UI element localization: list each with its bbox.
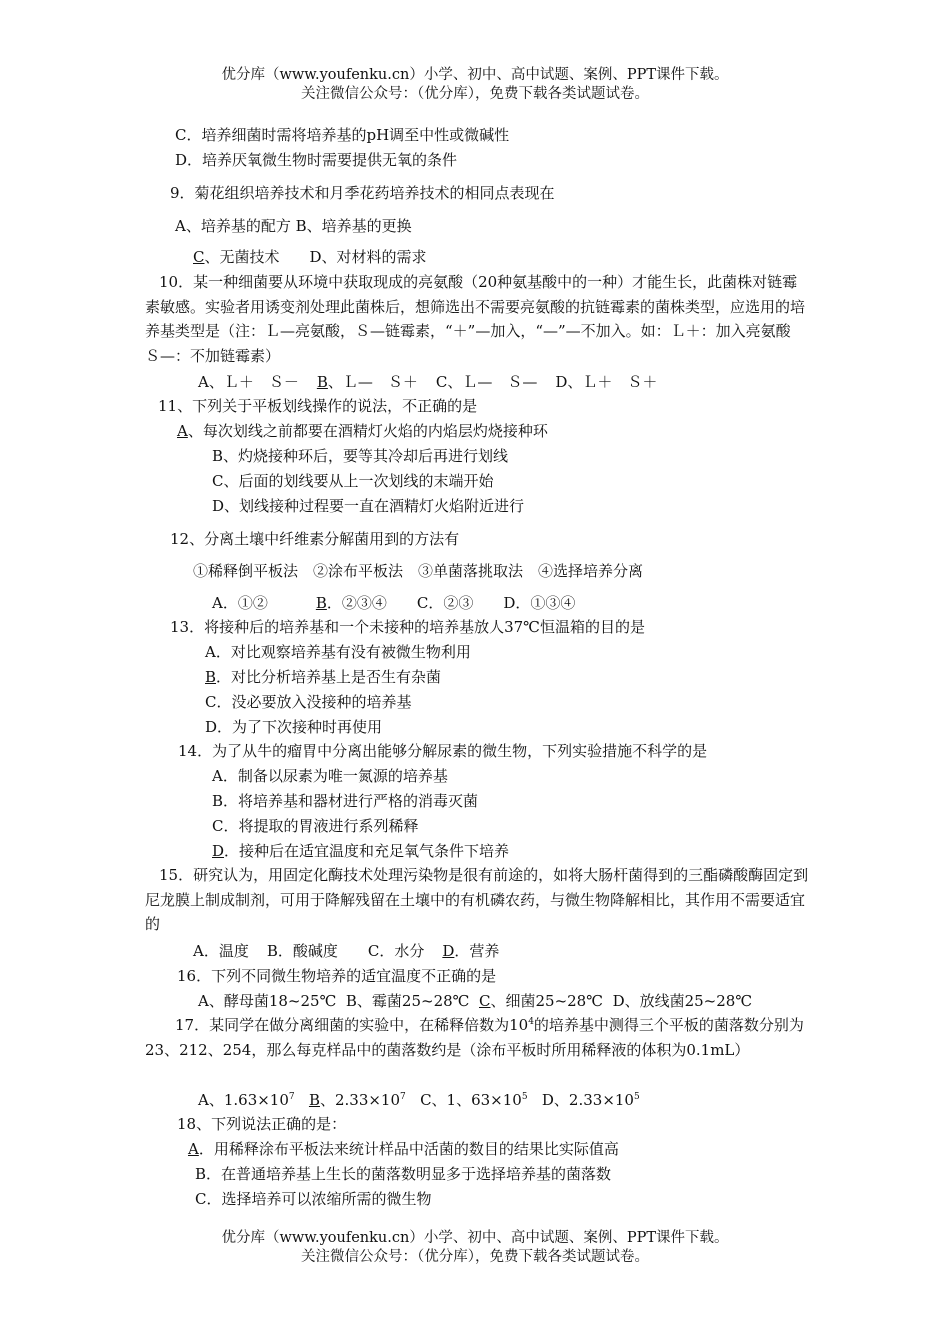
q15-answer-d-letter: D (442, 942, 455, 960)
q11-option-a-text: 、每次划线之前都要在酒精灯火焰的内焰层灼烧接种环 (187, 422, 548, 440)
q13-option-b (205, 666, 441, 688)
q14-stem: 14．为了从牛的瘤胃中分离出能够分解尿素的微生物，下列实验措施不科学的是 (178, 742, 708, 760)
q18-option-c: C．选择培养可以浓缩所需的微生物 (195, 1190, 432, 1208)
q14-option-d (212, 840, 509, 862)
q10-option-b: 、Ｌ— Ｓ＋ (327, 373, 418, 391)
q8-option-c: C．培养细菌时需将培养基的pH调至中性或微碱性 (175, 126, 510, 144)
q10-answer-b-letter: B (316, 373, 328, 391)
header-line-1: 优分库（www.youfenku.cn）小学、初中、高中试题、案例、PPT课件下载。 (221, 67, 729, 83)
q12-option-c: C．②③ (416, 594, 474, 612)
q11-option-b: B、灼烧接种环后，要等其冷却后再进行划线 (212, 447, 509, 465)
header-line-2: 关注微信公众号：（优分库），免费下载各类试题试卷。 (301, 86, 649, 102)
q16-option-a: A、酵母菌18~25℃ (198, 992, 337, 1010)
q16-stem: 16．下列不同微生物培养的适宜温度不正确的是 (177, 967, 497, 985)
q12-option-a: A．①② (212, 594, 268, 612)
q13-option-c: C．没必要放入没接种的培养基 (205, 693, 412, 711)
q10-stem: 10．某一种细菌要从环境中获取现成的亮氨酸（20种氨基酸中的一种）才能生长，此菌株对链霉素敏感。实验者用诱变剂处理此菌株后，想筛选出不需要亮氨酸的抗链霉素的菌株类型，应选用的培养基类型是（注：Ｌ—亮氨酸，Ｓ—链霉素，“＋”—加入，“—”—不加入。如：Ｌ＋：加入亮氨酸 Ｓ—：不加链霉素） (145, 273, 821, 365)
q12-methods: ①稀释倒平板法 ②涂布平板法 ③单菌落挑取法 ④选择培养分离 (193, 562, 644, 580)
q11-option-c: C、后面的划线要从上一次划线的末端开始 (212, 472, 494, 490)
q9-options-ab: A、培养基的配方 B、培养基的更换 (175, 217, 412, 235)
q16-answer-c-letter: C (479, 992, 491, 1010)
q16-option-c: 、细菌25~28℃ (490, 992, 604, 1010)
q17-stem-part1: 17．某同学在做分离细菌的实验中，在稀释倍数为10 (175, 1016, 529, 1034)
q12-options (212, 592, 575, 614)
q15-options (193, 940, 499, 962)
q17-options (198, 1089, 640, 1111)
q15-option-b: B．酸碱度 (266, 942, 338, 960)
q10-options (198, 371, 657, 393)
page-header (0, 66, 950, 104)
q17-option-a: A、1.63×10 (198, 1091, 289, 1109)
q11-option-a (177, 420, 548, 442)
q13-option-d: D．为了下次接种时再使用 (205, 718, 383, 736)
q17-answer-b-letter: B (308, 1091, 320, 1109)
q11-answer-a-letter: A (177, 422, 188, 440)
q8-option-d: D．培养厌氧微生物时需要提供无氧的条件 (175, 151, 458, 169)
q18-answer-a-letter: A (188, 1140, 199, 1158)
q9-options-cd (193, 246, 427, 268)
q13-answer-b-letter: B (205, 668, 217, 686)
q16-option-b: B、霉菌25~28℃ (345, 992, 470, 1010)
q18-option-b: B．在普通培养基上生长的菌落数明显多于选择培养基的菌落数 (195, 1165, 612, 1183)
q16-options (198, 990, 752, 1012)
q17-option-a-exp: 7 (288, 1092, 295, 1102)
q17-option-d-exp: 5 (633, 1092, 640, 1102)
q9-stem: 9．菊花组织培养技术和月季花药培养技术的相同点表现在 (170, 184, 555, 202)
page-footer (0, 1229, 950, 1267)
q14-option-b: B．将培养基和器材进行严格的消毒灭菌 (212, 792, 479, 810)
q10-option-d: D、Ｌ＋ Ｓ＋ (555, 373, 658, 391)
footer-line-1: 优分库（www.youfenku.cn）小学、初中、高中试题、案例、PPT课件下载。 (221, 1230, 729, 1246)
q13-option-a: A．对比观察培养基有没有被微生物利用 (205, 643, 471, 661)
q18-stem: 18、下列说法正确的是： (177, 1115, 347, 1133)
q15-stem: 15．研究认为，用固定化酶技术处理污染物是很有前途的，如将大肠杆菌得到的三酯磷酸酶固定到尼龙膜上制成制剂，可用于降解残留在土壤中的有机磷农药，与微生物降解相比，其作用不需要适宜的 (145, 866, 809, 933)
q15-option-a: A．温度 (193, 942, 249, 960)
q17-option-b-exp: 7 (400, 1092, 406, 1102)
q13-stem: 13．将接种后的培养基和一个未接种的培养基放人37℃恒温箱的目的是 (170, 618, 645, 636)
q18-option-a (188, 1138, 619, 1160)
q17-option-b: 、2.33×10 (319, 1091, 401, 1109)
q17-stem (145, 1013, 810, 1062)
q15-option-c: C．水分 (367, 942, 425, 960)
q14-answer-d-letter: D (212, 842, 225, 860)
footer-line-2: 关注微信公众号：（优分库），免费下载各类试题试卷。 (301, 1249, 649, 1265)
q10-option-c: C、Ｌ— Ｓ— (435, 373, 538, 391)
q9-answer-c-letter: C (193, 248, 205, 266)
q14-option-c: C．将提取的胃液进行系列稀释 (212, 817, 419, 835)
q16-option-d: D、放线菌25~28℃ (612, 992, 753, 1010)
q17-stem-part2: 的培养基中测得三个平板的菌落数分别为23、212、254，那么每克样品中的菌落数约是（涂布平板时所用稀释液的体积为0.1mL） (145, 1016, 804, 1059)
q13-option-b-text: ．对比分析培养基上是否生有杂菌 (216, 668, 442, 686)
q17-option-d: D、2.33×10 (541, 1091, 634, 1109)
q12-answer-b-letter: B (315, 594, 327, 612)
q14-option-a: A．制备以尿素为唯一氮源的培养基 (212, 767, 448, 785)
q11-stem: 11、下列关于平板划线操作的说法，不正确的是 (158, 397, 478, 415)
q18-option-a-text: ．用稀释涂布平板法来统计样品中活菌的数目的结果比实际值高 (198, 1140, 619, 1158)
q10-option-a: A、Ｌ＋ Ｓ－ (198, 373, 299, 391)
q9-option-d: D、对材料的需求 (309, 248, 427, 266)
q12-option-b: ．②③④ (326, 594, 387, 612)
q14-option-d-text: ．接种后在适宜温度和充足氧气条件下培养 (224, 842, 510, 860)
q17-option-c: C、1、63×10 (420, 1091, 522, 1109)
q15-option-d: ．营养 (454, 942, 500, 960)
q12-option-d: D．①③④ (503, 594, 576, 612)
q17-stem-exponent: 4 (528, 1017, 534, 1027)
q11-option-d: D、划线接种过程要一直在酒精灯火焰附近进行 (212, 497, 525, 515)
q12-stem: 12、分离土壤中纤维素分解菌用到的方法有 (170, 530, 460, 548)
q9-option-c: 、无菌技术 (204, 248, 280, 266)
q17-option-c-exp: 5 (521, 1092, 528, 1102)
